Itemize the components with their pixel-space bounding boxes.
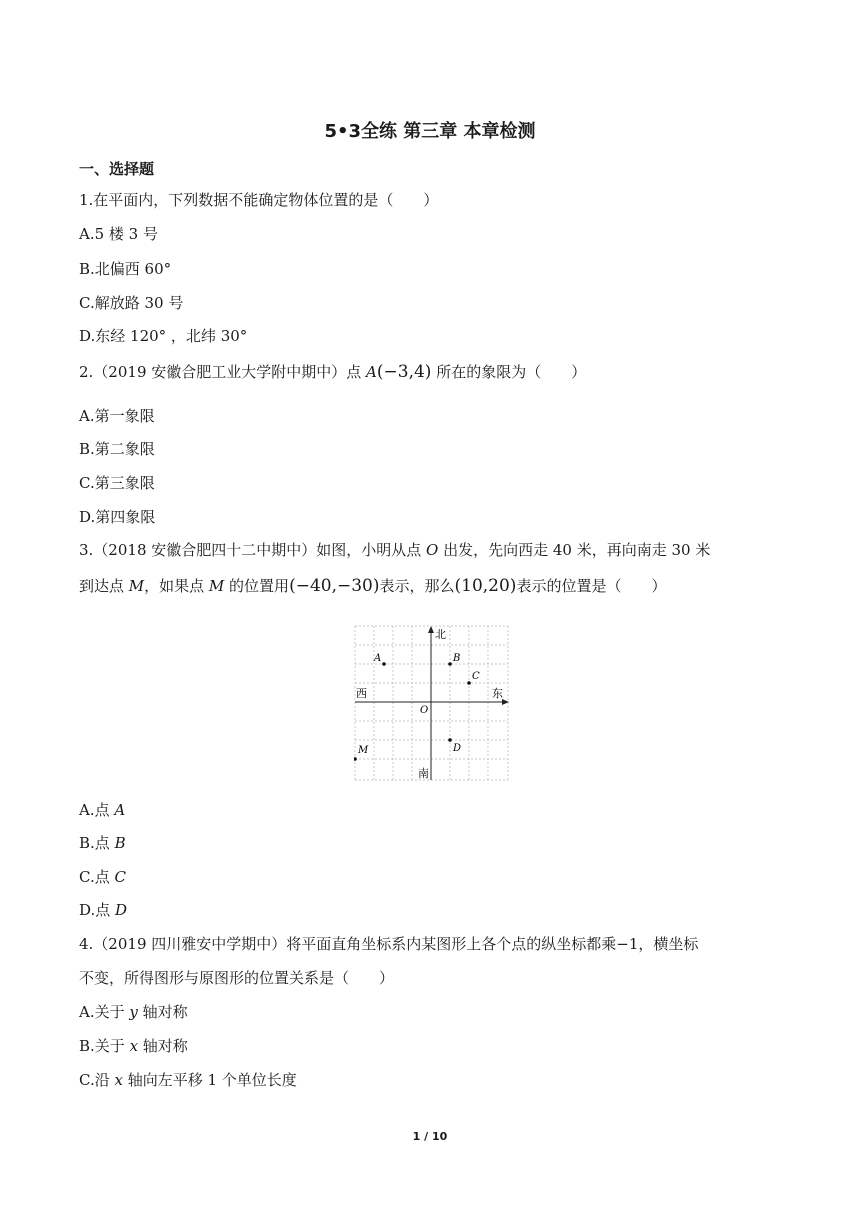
option-text: B.关于 xyxy=(79,1037,130,1055)
point-b-label: B xyxy=(453,653,461,664)
section-heading: 一、选择题 xyxy=(79,160,155,178)
q3-point-m: M xyxy=(208,577,225,595)
east-label: 东 xyxy=(492,687,503,700)
q1-option-b: B.北偏西 60° xyxy=(79,260,172,278)
q3-coordinate-m: (−40,−30) xyxy=(289,576,380,596)
q1-option-a: A.5 楼 3 号 xyxy=(79,225,158,243)
point-d-label: D xyxy=(453,743,462,754)
page-number: 1 / 10 xyxy=(412,1130,448,1143)
west-label: 西 xyxy=(356,687,367,700)
option-var: A xyxy=(114,801,126,819)
north-label: 北 xyxy=(435,628,446,641)
option-text: A.关于 xyxy=(79,1003,130,1021)
q3-text: 表示，那么 xyxy=(379,577,455,595)
option-text: C.沿 xyxy=(79,1071,115,1089)
q3-text: 的位置用 xyxy=(224,577,290,595)
option-text: 轴对称 xyxy=(138,1037,188,1055)
q3-option-b xyxy=(79,833,126,853)
q3-grid-figure xyxy=(354,625,510,781)
q3-stem-line1 xyxy=(79,540,710,560)
q4-option-a xyxy=(79,1002,188,1022)
option-text: D.点 xyxy=(79,901,116,919)
south-label: 南 xyxy=(418,767,429,780)
option-text: 轴对称 xyxy=(137,1003,188,1021)
point-m-dot xyxy=(354,757,357,761)
q4-stem-line1: 4.（2019 四川雅安中学期中）将平面直角坐标系内某图形上各个点的纵坐标都乘−1，横坐标 xyxy=(79,935,699,953)
q3-text: 出发，先向西走 40 米，再向南走 30 米 xyxy=(438,541,711,559)
q1-option-c: C.解放路 30 号 xyxy=(79,294,184,312)
option-text: C.点 xyxy=(79,868,115,886)
q3-point-o: O xyxy=(426,541,439,559)
q2-option-d: D.第四象限 xyxy=(79,508,156,526)
q2-option-b: B.第二象限 xyxy=(79,440,155,458)
q3-stem-line2 xyxy=(79,576,666,596)
q3-text: 3.（2018 安徽合肥四十二中期中）如图，小明从点 xyxy=(79,541,427,559)
option-var: C xyxy=(114,868,126,886)
point-c-label: C xyxy=(472,671,480,682)
origin-label: O xyxy=(420,705,429,716)
option-var: B xyxy=(114,834,126,852)
option-var: x xyxy=(129,1037,139,1055)
point-a-label: A xyxy=(374,653,382,664)
q2-stem xyxy=(79,362,586,382)
q1-stem: 1.在平面内，下列数据不能确定物体位置的是（ ） xyxy=(79,191,439,209)
q4-option-c xyxy=(79,1070,297,1090)
option-var: y xyxy=(129,1003,138,1021)
q1-option-d: D.东经 120° ，北纬 30° xyxy=(79,327,248,345)
option-text: B.点 xyxy=(79,834,115,852)
q2-point-label: A xyxy=(366,363,377,381)
q2-coordinate: (−3,4) xyxy=(376,362,432,382)
q2-stem-prefix: 2.（2019 安徽合肥工业大学附中期中）点 xyxy=(79,363,367,381)
option-text: A.点 xyxy=(79,801,115,819)
point-m-label: M xyxy=(358,745,369,756)
q3-text: 表示的位置是（ ） xyxy=(516,577,667,595)
point-d-dot xyxy=(448,738,452,742)
option-var: x xyxy=(114,1071,123,1089)
q3-option-a xyxy=(79,800,125,820)
point-b-dot xyxy=(448,662,452,666)
point-a-dot xyxy=(382,662,386,666)
q3-coordinate-query: (10,20) xyxy=(454,576,517,596)
point-c-dot xyxy=(467,681,471,685)
q3-text: ，如果点 xyxy=(144,577,209,595)
q4-option-b xyxy=(79,1036,188,1056)
q3-option-d xyxy=(79,900,127,920)
option-text: 轴向左平移 1 个单位长度 xyxy=(122,1071,297,1089)
q3-option-c xyxy=(79,867,126,887)
document-title: 5•3全练 第三章 本章检测 xyxy=(324,121,536,142)
q2-stem-suffix: 所在的象限为（ ） xyxy=(431,363,587,381)
q2-option-a: A.第一象限 xyxy=(79,407,155,425)
q3-point-m: M xyxy=(128,577,145,595)
option-var: D xyxy=(115,901,128,919)
q4-stem-line2: 不变，所得图形与原图形的位置关系是（ ） xyxy=(79,969,395,987)
north-arrow-icon xyxy=(428,626,434,633)
q3-text: 到达点 xyxy=(79,577,129,595)
q2-option-c: C.第三象限 xyxy=(79,474,155,492)
